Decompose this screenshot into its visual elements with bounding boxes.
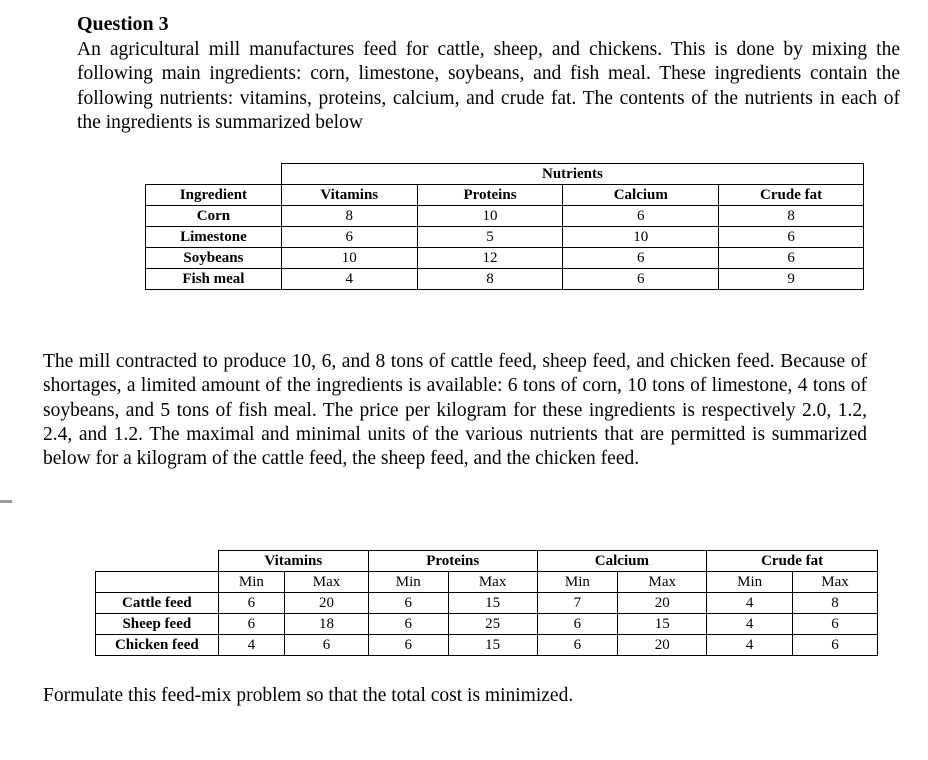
table-cell: 6 <box>285 635 369 656</box>
nutrients-header-row <box>146 185 864 206</box>
nutrients-corner-cell <box>146 164 282 185</box>
subheader-max: Max <box>285 572 369 593</box>
table-cell: 15 <box>448 635 537 656</box>
row-label: Soybeans <box>146 248 282 269</box>
table-cell: 20 <box>618 635 707 656</box>
subheader-min: Min <box>537 572 618 593</box>
table-cell: 10 <box>563 227 719 248</box>
table-cell: 8 <box>793 593 878 614</box>
table-cell: 20 <box>285 593 369 614</box>
intro-paragraph: An agricultural mill manufactures feed for cattle, sheep, and chickens. This is done by mixing the following main ingredients: corn, limestone, soybeans, and fish meal. These ingredients contain the following nutrients: vitamins, proteins, calcium, and crude fat. The contents of the nutrients in each of the ingredients is summarized below <box>77 39 900 133</box>
page-edge-marker <box>0 500 12 503</box>
row-label: Sheep feed <box>96 614 219 635</box>
question-title: Question 3 <box>77 13 169 35</box>
table-cell: 6 <box>537 635 618 656</box>
row-label: Corn <box>146 206 282 227</box>
table-cell: 12 <box>417 248 563 269</box>
subheader-min: Min <box>368 572 448 593</box>
column-header-crude-fat: Crude fat <box>719 185 864 206</box>
table-cell: 6 <box>218 614 284 635</box>
row-label: Chicken feed <box>96 635 219 656</box>
table-cell: 6 <box>563 206 719 227</box>
table-cell: 5 <box>417 227 563 248</box>
table-cell: 6 <box>218 593 284 614</box>
table-cell: 6 <box>281 227 417 248</box>
table-cell: 6 <box>368 593 448 614</box>
limits-subheader-blank <box>96 572 219 593</box>
table-cell: 18 <box>285 614 369 635</box>
table-cell: 8 <box>417 269 563 290</box>
column-header-vitamins: Vitamins <box>281 185 417 206</box>
table-row-fish-meal <box>146 269 864 290</box>
table-cell: 10 <box>281 248 417 269</box>
table-cell: 6 <box>368 635 448 656</box>
table-row-chicken-feed <box>96 635 878 656</box>
table-row-cattle-feed <box>96 593 878 614</box>
table-cell: 15 <box>618 614 707 635</box>
table-cell: 25 <box>448 614 537 635</box>
table-cell: 4 <box>281 269 417 290</box>
table-cell: 4 <box>707 593 793 614</box>
table-cell: 20 <box>618 593 707 614</box>
column-header-proteins: Proteins <box>417 185 563 206</box>
table-cell: 6 <box>563 248 719 269</box>
subheader-max: Max <box>793 572 878 593</box>
table-cell: 10 <box>417 206 563 227</box>
table-cell: 6 <box>537 614 618 635</box>
subheader-min: Min <box>218 572 284 593</box>
table-cell: 15 <box>448 593 537 614</box>
group-header-crude-fat: Crude fat <box>707 551 878 572</box>
table-cell: 4 <box>707 614 793 635</box>
table-cell: 4 <box>707 635 793 656</box>
group-header-proteins: Proteins <box>368 551 537 572</box>
table-cell: 4 <box>218 635 284 656</box>
subheader-max: Max <box>618 572 707 593</box>
table-cell: 6 <box>563 269 719 290</box>
subheader-max: Max <box>448 572 537 593</box>
subheader-min: Min <box>707 572 793 593</box>
table-cell: 6 <box>793 635 878 656</box>
row-label: Fish meal <box>146 269 282 290</box>
table-cell: 6 <box>793 614 878 635</box>
group-header-calcium: Calcium <box>537 551 707 572</box>
group-header-vitamins: Vitamins <box>218 551 368 572</box>
table-cell: 6 <box>719 227 864 248</box>
table-row-sheep-feed <box>96 614 878 635</box>
ingredient-header: Ingredient <box>146 185 282 206</box>
nutrient-limits-table <box>95 550 878 656</box>
row-label: Cattle feed <box>96 593 219 614</box>
table-cell: 7 <box>537 593 618 614</box>
column-header-calcium: Calcium <box>563 185 719 206</box>
nutrients-group-row <box>146 164 864 185</box>
table-row-soybeans <box>146 248 864 269</box>
nutrients-group-header: Nutrients <box>281 164 863 185</box>
table-row-corn <box>146 206 864 227</box>
table-cell: 8 <box>281 206 417 227</box>
table-cell: 6 <box>368 614 448 635</box>
closing-instruction: Formulate this feed-mix problem so that the total cost is minimized. <box>43 685 574 706</box>
row-label: Limestone <box>146 227 282 248</box>
table-cell: 9 <box>719 269 864 290</box>
nutrients-table <box>145 163 864 290</box>
limits-group-row <box>96 551 878 572</box>
limits-corner-cell <box>96 551 219 572</box>
table-row-limestone <box>146 227 864 248</box>
limits-subheader-row <box>96 572 878 593</box>
table-cell: 6 <box>719 248 864 269</box>
table-cell: 8 <box>719 206 864 227</box>
second-paragraph: The mill contracted to produce 10, 6, and 8 tons of cattle feed, sheep feed, and chicken feed. Because of shortages, a limited amount of the ingredients is available: 6 tons of corn, 10 tons of limestone, 4 tons of soybeans, and 5 tons of fish meal. The price per kilogram for these ingredients is respectively 2.0, 1.2, 2.4, and 1.2. The maximal and minimal units of the various nutrients that are permitted is summarized below for a kilogram of the cattle feed, the sheep feed, and the chicken feed. <box>43 351 867 470</box>
